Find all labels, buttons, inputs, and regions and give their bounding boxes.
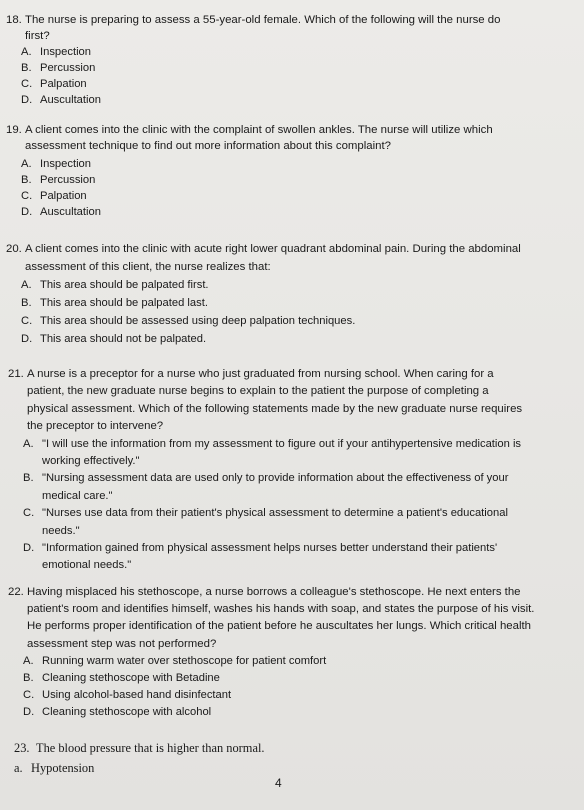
answer-option (6, 294, 526, 312)
option-text: Inspection (40, 158, 91, 170)
question-stem (6, 12, 522, 44)
option-text: "I will use the information from my assessment to figure out if your antihypertensive medication is working effectively." (42, 437, 522, 468)
answer-option (6, 172, 534, 188)
option-letter: B. (23, 472, 34, 485)
option-letter: C. (21, 190, 33, 202)
answer-option (6, 44, 522, 60)
option-letter: A. (21, 158, 32, 170)
question-text: The blood pressure that is higher than normal. (36, 741, 265, 755)
question-stem (8, 366, 524, 436)
option-text: Cleaning stethoscope with alcohol (42, 706, 212, 719)
answer-option (6, 188, 534, 204)
question-number: 19. (6, 124, 22, 136)
answer-option (8, 704, 548, 721)
question-number: 21. (8, 368, 24, 380)
option-letter: A. (23, 437, 34, 450)
option-text: Auscultation (40, 94, 101, 106)
question-18 (6, 12, 522, 108)
option-letter: C. (21, 315, 33, 327)
option-letter: D. (21, 94, 33, 106)
question-19 (6, 122, 534, 220)
answer-option (8, 436, 524, 471)
option-text: Palpation (40, 78, 87, 90)
option-letter: B. (21, 62, 32, 74)
answer-option (8, 670, 548, 687)
option-text: This area should be assessed using deep palpation techniques. (40, 315, 356, 327)
option-text: This area should be palpated first. (40, 279, 209, 291)
question-stem (6, 240, 526, 276)
answer-option (6, 60, 522, 76)
option-text: Percussion (40, 62, 96, 74)
option-letter: D. (23, 706, 35, 719)
option-letter: A. (21, 279, 32, 291)
question-number: 20. (6, 243, 22, 255)
option-letter: D. (23, 542, 35, 555)
option-text: "Information gained from physical assessment helps nurses better understand their patients' emotional needs." (42, 542, 498, 572)
question-text: A client comes into the clinic with acute right lower quadrant abdominal pain. During the abdominal assessment of this client, the nurse realizes that: (25, 243, 521, 273)
answer-option (8, 540, 524, 575)
answer-option (8, 687, 548, 704)
option-letter: B. (21, 297, 32, 309)
question-number: 22. (8, 586, 24, 598)
question-stem (8, 584, 548, 653)
option-text: Running warm water over stethoscope for patient comfort (42, 654, 327, 667)
question-number: 18. (6, 14, 22, 26)
option-letter: B. (21, 174, 32, 186)
option-text: "Nursing assessment data are used only to provide information about the effectiveness of your medical care." (42, 472, 509, 502)
answer-option (6, 156, 534, 172)
option-text: "Nurses use data from their patient's physical assessment to determine a patient's educational needs." (42, 507, 508, 537)
answer-option (6, 330, 526, 348)
answer-option (8, 470, 524, 505)
question-text: Having misplaced his stethoscope, a nurse borrows a colleague's stethoscope. He next enters the patient's room and identifies himself, washes his hands with soap, and states the purpose of his visit. He performs proper identification of the patient before he auscultates her lungs. Which critical health assessment step was not performed? (27, 586, 535, 650)
option-letter: A. (21, 46, 32, 58)
question-stem (6, 122, 534, 154)
option-text: This area should be palpated last. (40, 297, 208, 309)
option-text: Percussion (40, 174, 96, 186)
option-letter: a. (14, 761, 23, 775)
answer-option (6, 76, 522, 92)
option-text: Cleaning stethoscope with Betadine (42, 672, 220, 685)
answer-option (8, 653, 548, 670)
question-20 (6, 240, 526, 348)
option-letter: A. (23, 654, 34, 667)
option-text: Inspection (40, 46, 91, 58)
option-letter: C. (23, 507, 35, 520)
question-text: A client comes into the clinic with the complaint of swollen ankles. The nurse will utilize which assessment technique to find out more information about this complaint? (25, 124, 493, 152)
answer-option (6, 92, 522, 108)
option-letter: D. (21, 206, 33, 218)
option-text: Hypotension (31, 761, 95, 775)
question-stem (14, 738, 514, 758)
option-letter: B. (23, 672, 34, 685)
question-21 (8, 366, 524, 575)
answer-option (14, 758, 514, 778)
page-number: 4 (275, 776, 282, 790)
answer-option (6, 204, 534, 220)
option-letter: D. (21, 333, 33, 345)
question-23 (14, 738, 514, 778)
question-text: A nurse is a preceptor for a nurse who just graduated from nursing school. When caring for a patient, the new graduate nurse begins to explain to the patient the purpose of completing a physical assessment. Which of the following statements made by the new graduate nurse requires the preceptor to intervene? (27, 368, 523, 433)
option-letter: C. (23, 689, 35, 702)
question-text: The nurse is preparing to assess a 55-year-old female. Which of the following will the nurse do first? (25, 14, 501, 42)
option-text: This area should not be palpated. (40, 333, 207, 345)
option-letter: C. (21, 78, 33, 90)
option-text: Palpation (40, 190, 87, 202)
option-text: Auscultation (40, 206, 101, 218)
answer-option (6, 276, 526, 294)
answer-option (8, 505, 524, 540)
option-text: Using alcohol-based hand disinfectant (42, 689, 232, 702)
question-number: 23. (14, 741, 30, 755)
answer-option (6, 312, 526, 330)
question-22 (8, 584, 548, 722)
